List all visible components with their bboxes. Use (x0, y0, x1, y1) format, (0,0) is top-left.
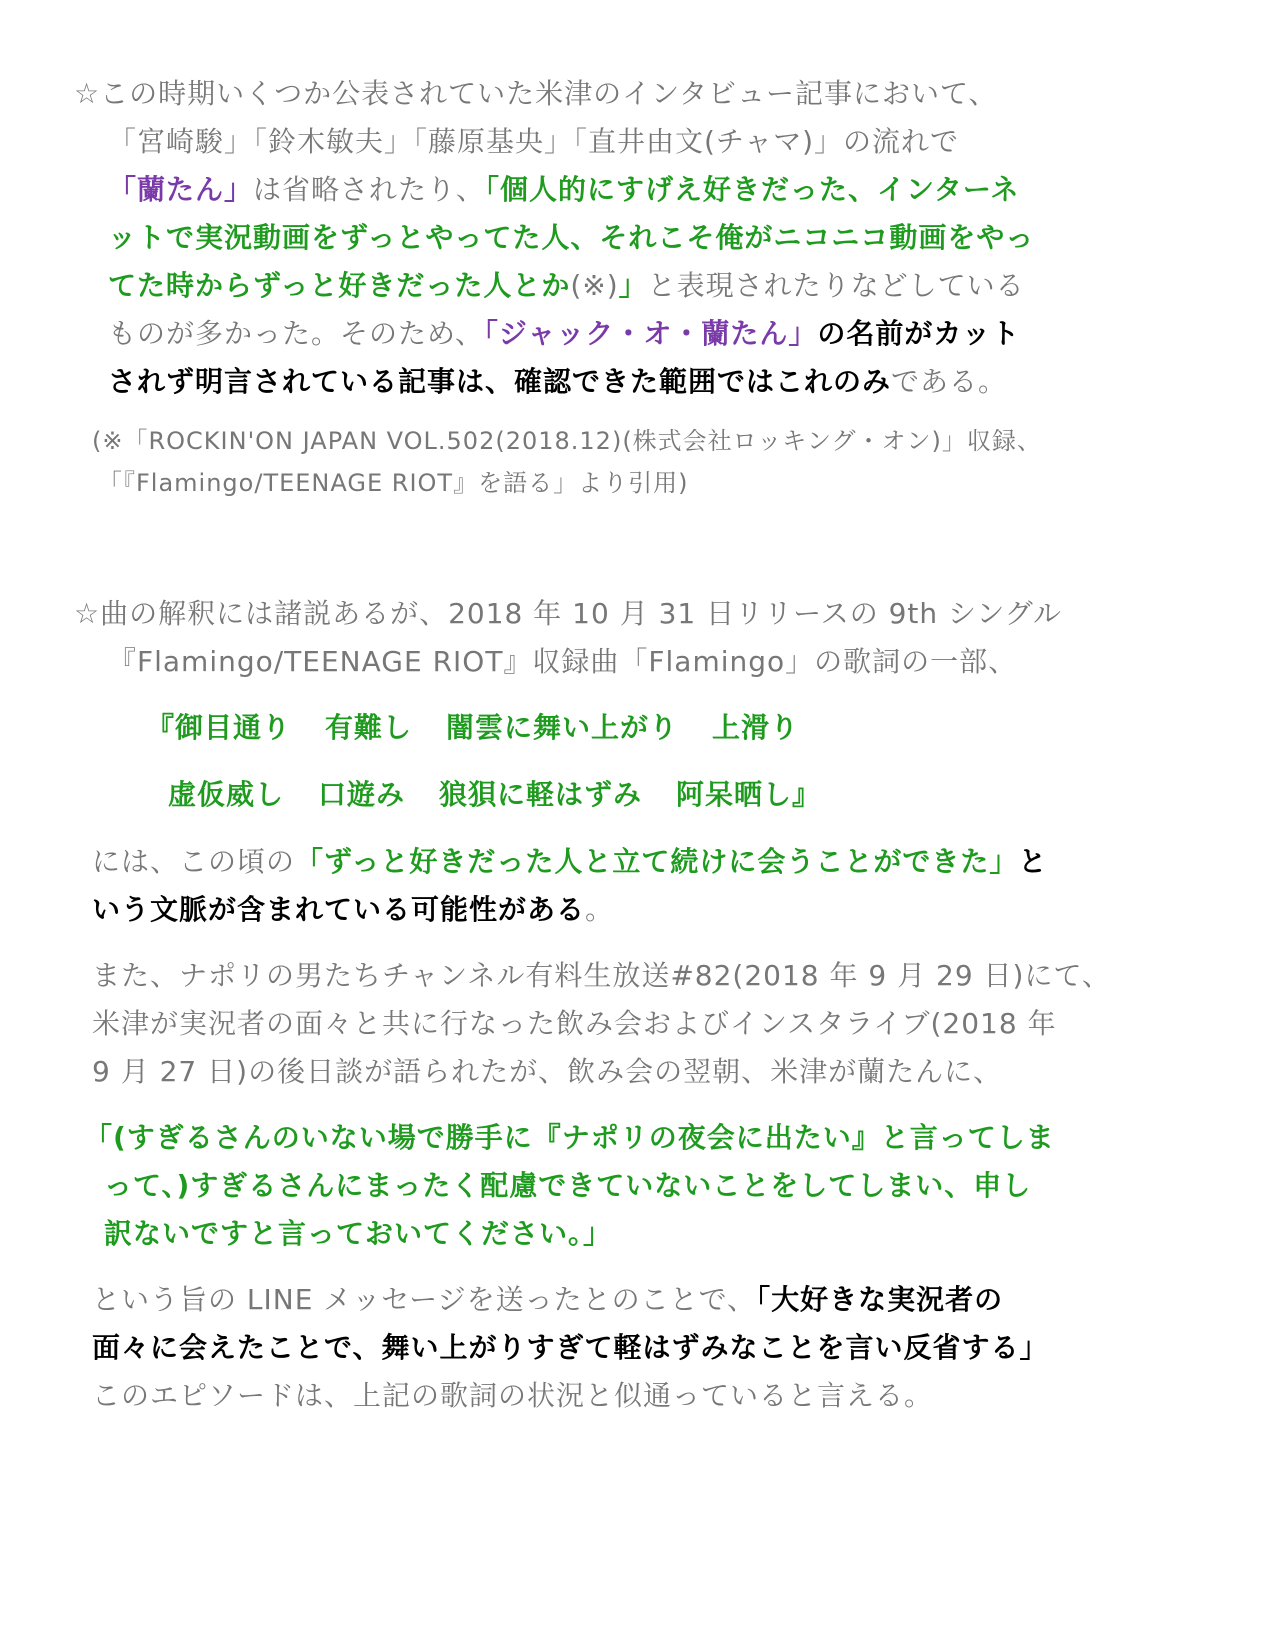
highlight-rantan: 「蘭たん」 (108, 173, 254, 206)
text-line: 「宮崎駿」「鈴木敏夫」「藤原基央」「直井由文(チャマ)」の流れで (108, 125, 960, 158)
citation-line: 「『Flamingo/TEENAGE RIOT』を語る」より引用) (98, 469, 689, 497)
quote-highlight: 「個人的にすげえ好きだった、インターネ (485, 173, 1020, 206)
quote-line: 「(すぎるさんのいない場で勝手に『ナポリの夜会に出たい』と言ってしま (84, 1121, 1055, 1154)
bold-text: いう文脈が含まれている可能性がある (92, 893, 586, 926)
lyric-phrase: 上滑り (712, 711, 800, 744)
footnote-marker: (※) (570, 269, 619, 302)
quote-line: 訳ないですと言っておいてください。」 (104, 1217, 613, 1250)
lyric-phrase: 口遊み (318, 778, 406, 811)
bold-text: と (1018, 845, 1048, 878)
lyric-phrase: 『御目通り (146, 711, 292, 744)
text-line: 9 月 27 日)の後日談が語られたが、飲み会の翌朝、米津が蘭たんに、 (92, 1055, 1003, 1088)
bold-text: 「大好きな実況者の (756, 1283, 1004, 1316)
text-line: ☆曲の解釈には諸説あるが、2018 年 10 月 31 日リリースの 9th シングル (74, 597, 1062, 630)
quote-line: ットで実況動画をずっとやってた人、それこそ俺がニコニコ動画をやっ (108, 221, 1035, 254)
highlight-jack-o-rantan: 「ジャック・オ・蘭たん」 (483, 317, 818, 350)
text-line: このエピソードは、上記の歌詞の状況と似通っていると言える。 (92, 1379, 934, 1412)
paragraph-lyrics-intro (74, 590, 1062, 686)
lyric-phrase: 虚仮威し (168, 778, 285, 811)
citation-note (92, 420, 1042, 504)
text-line: 米津が実況者の面々と共に行なった飲み会およびインスタライブ(2018 年 (92, 1007, 1057, 1040)
text-fragment: と表現されたりなどしている (647, 269, 1025, 302)
text-line (74, 358, 1034, 406)
text-line (74, 262, 1034, 310)
quote-highlight: 「ずっと好きだった人と立て続けに会うことができた」 (295, 845, 1019, 878)
paragraph-conclusion (92, 1276, 1048, 1420)
text-fragment: という旨の LINE メッセージを送ったとのことで、 (92, 1283, 757, 1316)
text-line: 『Flamingo/TEENAGE RIOT』収録曲「Flamingo」の歌詞の一部、 (108, 645, 1018, 678)
bold-text: の名前がカット (817, 317, 1021, 350)
text-fragment: である。 (891, 365, 1008, 398)
text-fragment: 。 (585, 893, 615, 926)
bold-line: 面々に会えたことで、舞い上がりすぎて軽はずみなことを言い反省する」 (92, 1331, 1049, 1364)
lyrics-line-1 (146, 704, 799, 752)
lyric-phrase: 有難し (325, 711, 413, 744)
paragraph-interview-note (74, 70, 1034, 406)
text-fragment: は省略されたり、 (253, 173, 486, 206)
lyric-phrase: 阿呆晒し』 (676, 778, 822, 811)
text-fragment: には、この頃の (92, 845, 296, 878)
text-line (74, 310, 1034, 358)
text-line (74, 166, 1034, 214)
bold-text: されず明言されている記事は、確認できた範囲ではこれのみ (108, 365, 892, 398)
lyrics-line-2 (168, 771, 821, 819)
quote-highlight: てた時からずっと好きだった人とか (108, 269, 571, 302)
text-line: また、ナポリの男たちチャンネル有料生放送#82(2018 年 9 月 29 日)にて、 (92, 959, 1111, 992)
text-line: ☆この時期いくつか公表されていた米津のインタビュー記事において、 (74, 77, 998, 110)
line-message-quote (84, 1114, 1055, 1258)
quote-close: 」 (618, 269, 648, 302)
paragraph-context (92, 838, 1047, 934)
text-line (92, 1276, 1048, 1324)
text-line (92, 886, 1047, 934)
lyric-phrase: 闇雲に舞い上がり (446, 711, 679, 744)
citation-line: (※「ROCKIN'ON JAPAN VOL.502(2018.12)(株式会社ロッキング・オン)」収録、 (92, 427, 1042, 455)
lyric-phrase: 狼狽に軽はずみ (439, 778, 643, 811)
text-fragment: ものが多かった。そのため、 (108, 317, 484, 350)
paragraph-broadcast (92, 952, 1111, 1096)
quote-line: って、)すぎるさんにまったく配慮できていないことをしてしまい、申し (104, 1169, 1032, 1202)
text-line (92, 838, 1047, 886)
